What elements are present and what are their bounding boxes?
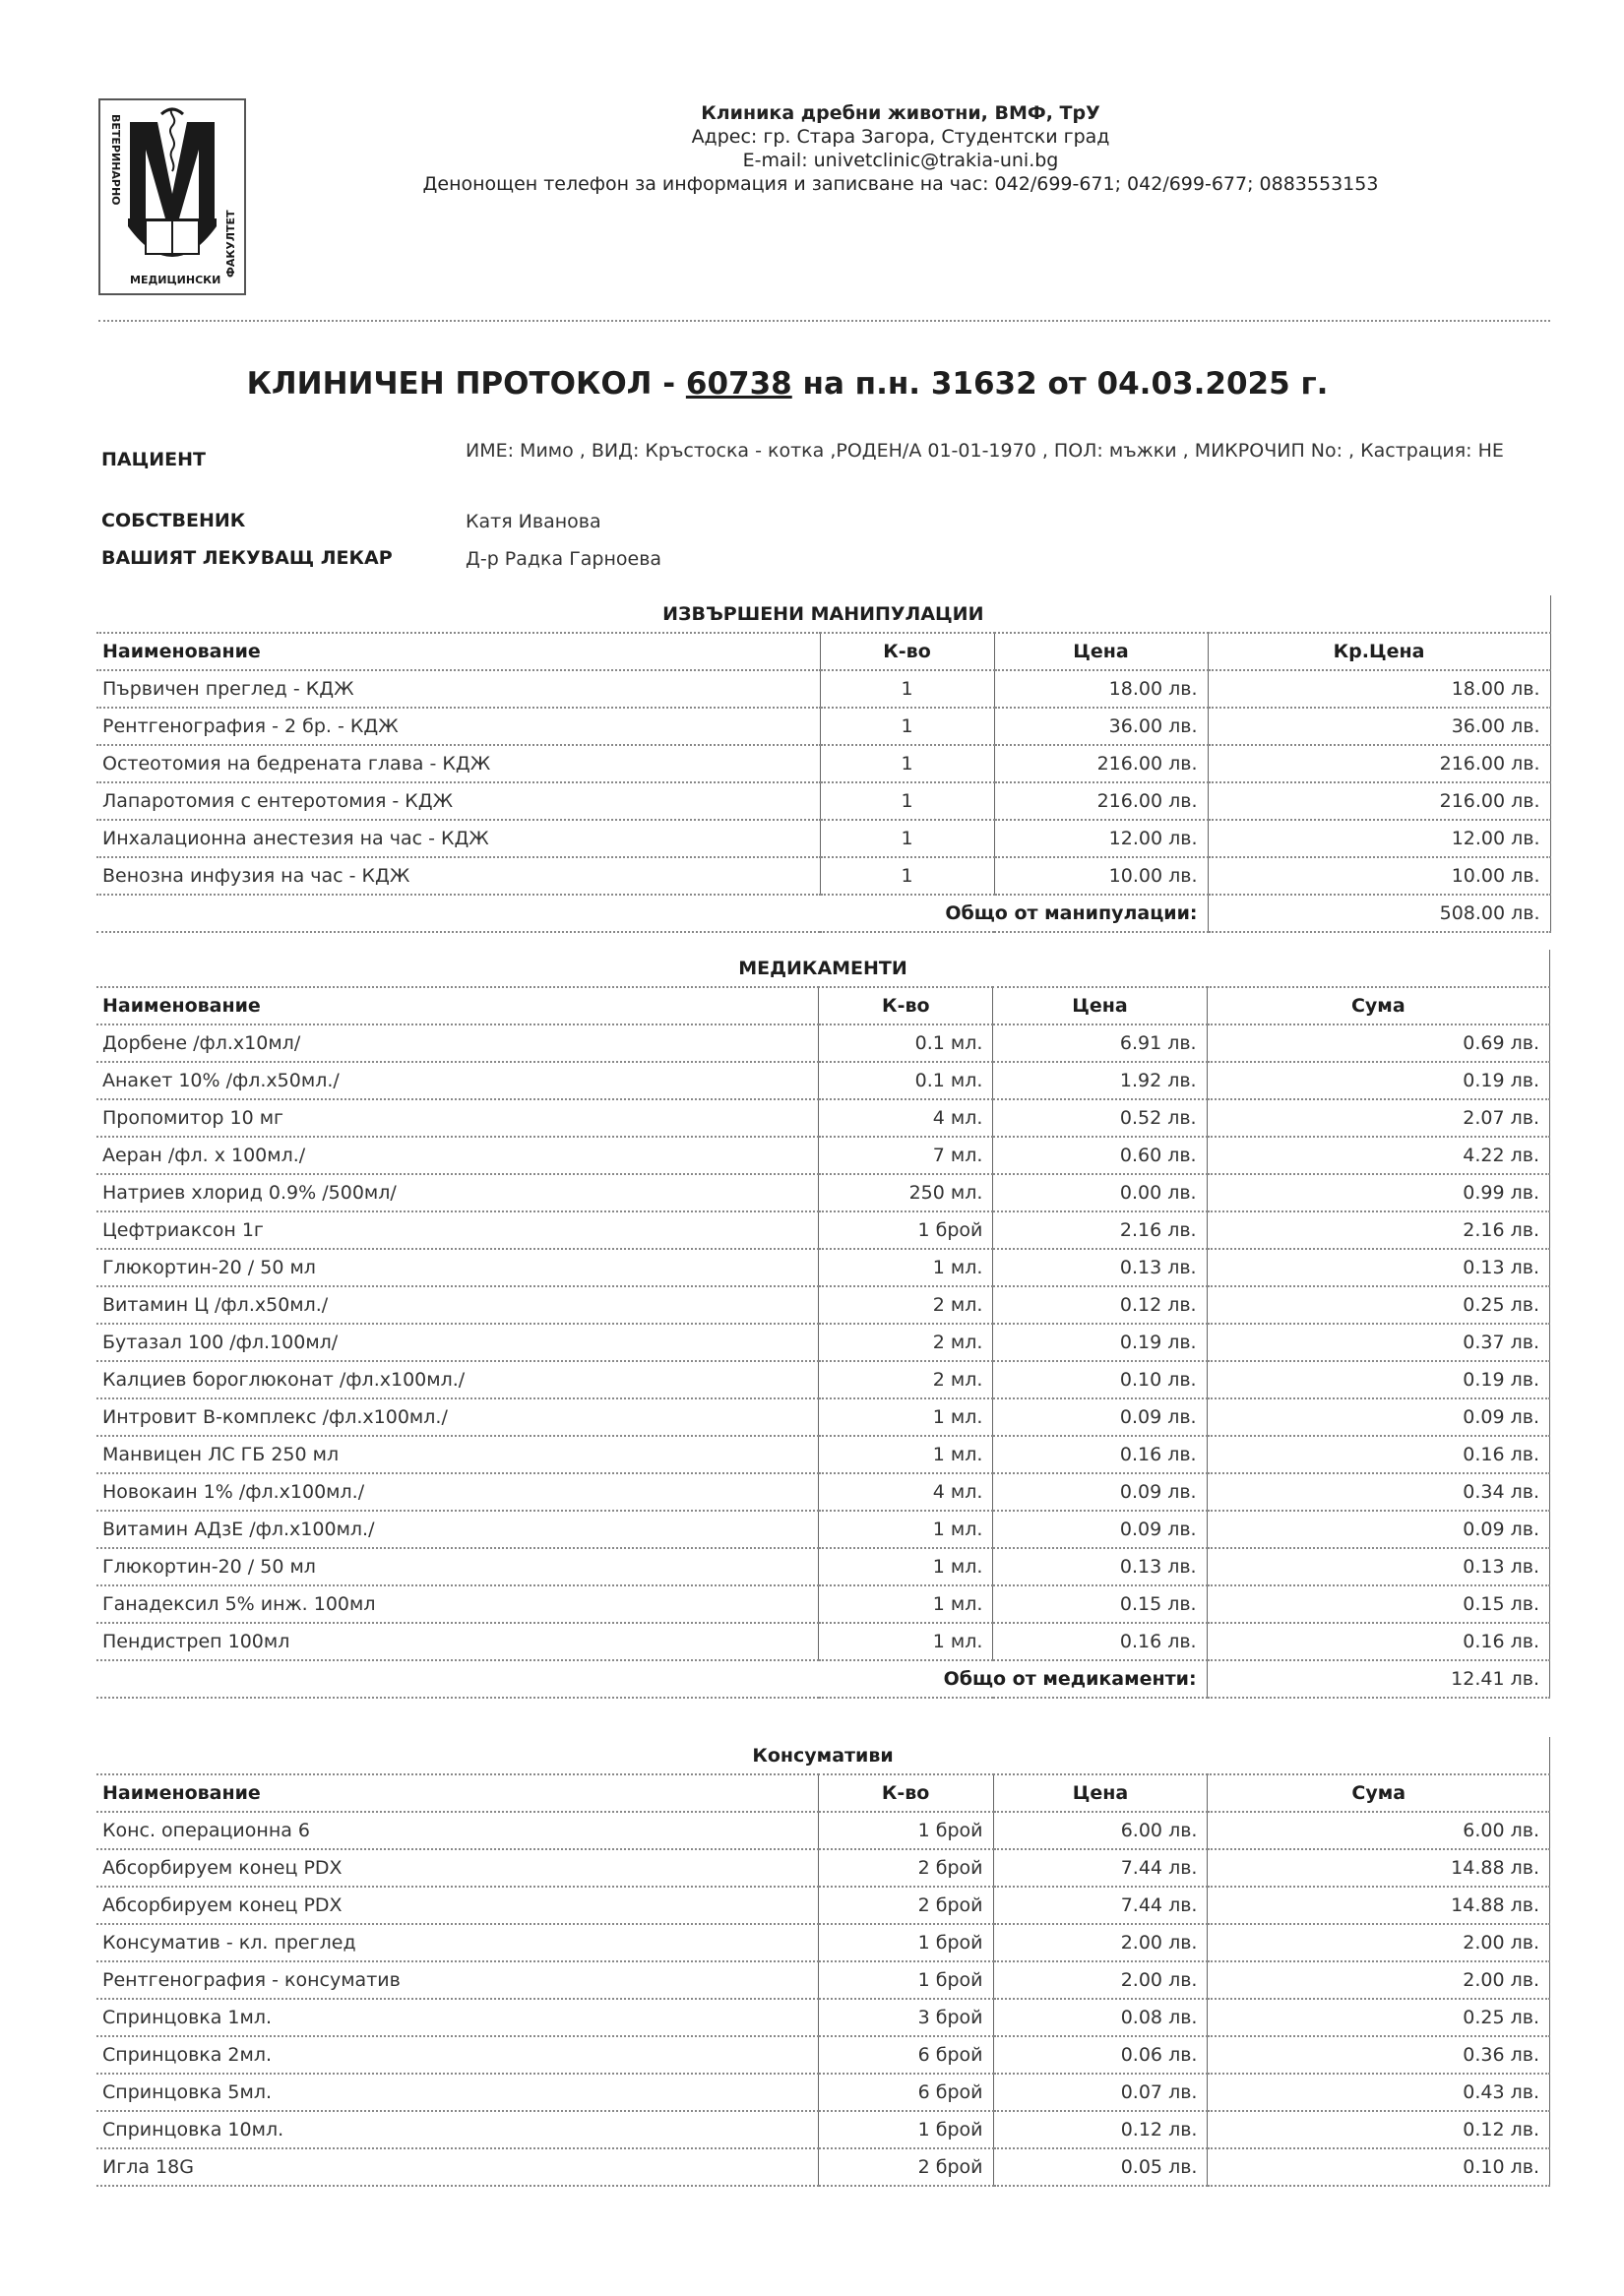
item-qty: 1 мл. [819,1436,993,1473]
header-divider [98,320,1550,322]
item-total: 6.00 лв. [1208,1812,1550,1849]
item-price: 216.00 лв. [994,782,1208,820]
col-header-price: Цена [993,987,1207,1024]
manipulations-table [96,595,1551,933]
item-price: 0.16 лв. [993,1436,1207,1473]
item-qty: 2 брой [818,2148,993,2186]
col-header-total: Сума [1208,1774,1550,1812]
col-header-name: Наименование [96,1774,818,1812]
item-total: 36.00 лв. [1208,708,1550,745]
table-row [96,1473,1550,1511]
item-total: 0.13 лв. [1207,1249,1549,1286]
item-qty: 6 брой [818,2036,993,2074]
item-price: 0.09 лв. [993,1398,1207,1436]
table-row [96,1623,1550,1660]
item-price: 0.15 лв. [993,1585,1207,1623]
doctor-value: Д-р Радка Гарноева [466,548,662,570]
table-row [96,1249,1550,1286]
col-header-total: Кр.Цена [1208,633,1550,670]
clinic-name: Клиника дребни животни, ВМФ, ТрУ [701,102,1100,124]
table-row [96,1548,1550,1585]
item-price: 2.00 лв. [993,1924,1208,1961]
item-total: 0.09 лв. [1207,1398,1549,1436]
page-title [98,366,1476,402]
title-prefix: КЛИНИЧЕН ПРОТОКОЛ - [246,366,686,402]
item-price: 0.09 лв. [993,1473,1207,1511]
svg-text:ФАКУЛТЕТ: ФАКУЛТЕТ [224,210,237,278]
item-total: 0.16 лв. [1207,1623,1549,1660]
item-price: 0.08 лв. [993,1999,1208,2036]
item-name: Ганадексил 5% инж. 100мл [96,1585,819,1623]
item-qty: 250 мл. [819,1174,993,1211]
item-qty: 1 мл. [819,1548,993,1585]
item-qty: 1 [820,857,994,895]
item-name: Анакет 10% /фл.х50мл./ [96,1062,819,1099]
table-row [96,2148,1550,2186]
doctor-label: ВАШИЯТ ЛЕКУВАЩ ЛЕКАР [101,547,393,569]
table-row [96,857,1550,895]
item-total: 12.00 лв. [1208,820,1550,857]
col-header-name: Наименование [96,987,819,1024]
item-price: 7.44 лв. [993,1887,1208,1924]
item-name: Конс. операционна 6 [96,1812,818,1849]
item-price: 6.91 лв. [993,1024,1207,1062]
table-row [96,745,1550,782]
col-header-qty: К-во [819,987,993,1024]
item-name: Манвицен ЛС ГБ 250 мл [96,1436,819,1473]
item-price: 0.16 лв. [993,1623,1207,1660]
item-price: 1.92 лв. [993,1062,1207,1099]
table-row [96,820,1550,857]
item-name: Рентгенография - 2 бр. - КДЖ [96,708,820,745]
consumables-table [96,1737,1550,2187]
item-name: Аеран /фл. х 100мл./ [96,1137,819,1174]
item-price: 0.06 лв. [993,2036,1208,2074]
item-qty: 1 мл. [819,1249,993,1286]
table-row [96,1099,1550,1137]
col-header-qty: К-во [818,1774,993,1812]
item-name: Абсорбируем конец PDX [96,1849,818,1887]
item-total: 0.43 лв. [1208,2074,1550,2111]
item-name: Спринцовка 10мл. [96,2111,818,2148]
item-total: 216.00 лв. [1208,782,1550,820]
medications-section-title: МЕДИКАМЕНТИ [96,950,1550,987]
table-row [96,1436,1550,1473]
item-qty: 7 мл. [819,1137,993,1174]
table-row [96,782,1550,820]
table-row [96,1361,1550,1398]
item-total: 0.37 лв. [1207,1324,1549,1361]
item-name: Рентгенография - консуматив [96,1961,818,1999]
item-qty: 1 брой [819,1211,993,1249]
owner-label: СОБСТВЕНИК [101,510,246,531]
item-qty: 1 мл. [819,1511,993,1548]
item-total: 216.00 лв. [1208,745,1550,782]
item-qty: 1 [820,782,994,820]
svg-text:ВЕТЕРИНАРНО: ВЕТЕРИНАРНО [109,114,122,206]
item-name: Новокаин 1% /фл.х100мл./ [96,1473,819,1511]
item-qty: 1 брой [818,2111,993,2148]
col-header-price: Цена [994,633,1208,670]
table-row [96,1887,1550,1924]
item-name: Спринцовка 1мл. [96,1999,818,2036]
item-total: 0.69 лв. [1207,1024,1549,1062]
col-header-price: Цена [993,1774,1208,1812]
item-total: 0.12 лв. [1208,2111,1550,2148]
item-total: 10.00 лв. [1208,857,1550,895]
item-qty: 4 мл. [819,1473,993,1511]
item-name: Глюкортин-20 / 50 мл [96,1249,819,1286]
item-price: 0.05 лв. [993,2148,1208,2186]
item-name: Първичен преглед - КДЖ [96,670,820,708]
item-qty: 3 брой [818,1999,993,2036]
table-row [96,1812,1550,1849]
item-qty: 2 мл. [819,1286,993,1324]
item-total: 14.88 лв. [1208,1887,1550,1924]
item-name: Лапаротомия с ентеротомия - КДЖ [96,782,820,820]
clinic-header [394,101,1407,196]
table-row [96,1398,1550,1436]
item-qty: 1 мл. [819,1623,993,1660]
item-qty: 1 мл. [819,1398,993,1436]
table-row [96,2036,1550,2074]
item-total: 2.16 лв. [1207,1211,1549,1249]
item-qty: 1 [820,708,994,745]
owner-value: Катя Иванова [466,511,601,532]
item-price: 0.13 лв. [993,1249,1207,1286]
table-row [96,1999,1550,2036]
item-qty: 4 мл. [819,1099,993,1137]
table-row [96,1849,1550,1887]
item-name: Витамин АДзЕ /фл.х100мл./ [96,1511,819,1548]
table-row [96,670,1550,708]
item-price: 0.10 лв. [993,1361,1207,1398]
svg-text:МЕДИЦИНСКИ: МЕДИЦИНСКИ [130,274,221,286]
table-row [96,1961,1550,1999]
patient-label: ПАЦИЕНТ [101,449,206,470]
item-qty: 1 брой [818,1961,993,1999]
item-qty: 1 [820,670,994,708]
item-total: 0.19 лв. [1207,1062,1549,1099]
item-qty: 6 брой [818,2074,993,2111]
item-name: Пропомитор 10 мг [96,1099,819,1137]
item-total: 0.34 лв. [1207,1473,1549,1511]
table-row [96,2111,1550,2148]
manipulations-total-value: 508.00 лв. [1208,895,1550,932]
item-price: 0.19 лв. [993,1324,1207,1361]
faculty-logo [98,98,246,295]
item-total: 0.99 лв. [1207,1174,1549,1211]
item-price: 36.00 лв. [994,708,1208,745]
item-total: 0.15 лв. [1207,1585,1549,1623]
clinic-phone: Денонощен телефон за информация и записване на час: 042/699-671; 042/699-677; 0883553153 [422,173,1379,195]
item-price: 0.07 лв. [993,2074,1208,2111]
item-qty: 1 мл. [819,1585,993,1623]
item-total: 0.25 лв. [1207,1286,1549,1324]
item-name: Цефтриаксон 1г [96,1211,819,1249]
item-name: Бутазал 100 /фл.100мл/ [96,1324,819,1361]
title-suffix: на п.н. 31632 от 04.03.2025 г. [791,366,1329,402]
item-price: 0.12 лв. [993,2111,1208,2148]
clinic-address: Адрес: гр. Стара Загора, Студентски град [691,126,1110,148]
item-total: 2.00 лв. [1208,1924,1550,1961]
item-total: 2.00 лв. [1208,1961,1550,1999]
patient-value: ИМЕ: Мимо , ВИД: Кръстоска - котка ,РОДЕН/А 01-01-1970 , ПОЛ: мъжки , МИКРОЧИП No: , Кастрация: НЕ [466,440,1504,462]
item-price: 0.12 лв. [993,1286,1207,1324]
veterinary-faculty-logo-icon [100,100,244,293]
table-row [96,1062,1550,1099]
item-total: 14.88 лв. [1208,1849,1550,1887]
item-qty: 1 брой [818,1812,993,1849]
table-row [96,1211,1550,1249]
item-qty: 2 брой [818,1887,993,1924]
col-header-name: Наименование [96,633,820,670]
item-name: Натриев хлорид 0.9% /500мл/ [96,1174,819,1211]
item-qty: 2 мл. [819,1324,993,1361]
item-name: Глюкортин-20 / 50 мл [96,1548,819,1585]
consumables-section-title: Консумативи [96,1737,1550,1774]
item-total: 18.00 лв. [1208,670,1550,708]
item-total: 2.07 лв. [1207,1099,1549,1137]
table-row [96,1585,1550,1623]
item-qty: 0.1 мл. [819,1062,993,1099]
medications-table [96,950,1550,1699]
col-header-total: Сума [1207,987,1549,1024]
item-name: Венозна инфузия на час - КДЖ [96,857,820,895]
item-qty: 1 брой [818,1924,993,1961]
item-qty: 0.1 мл. [819,1024,993,1062]
table-row [96,1137,1550,1174]
item-total: 0.36 лв. [1208,2036,1550,2074]
item-name: Калциев бороглюконат /фл.х100мл./ [96,1361,819,1398]
table-row [96,2074,1550,2111]
item-price: 0.52 лв. [993,1099,1207,1137]
item-name: Остеотомия на бедрената глава - КДЖ [96,745,820,782]
table-row [96,1324,1550,1361]
table-row [96,1024,1550,1062]
table-row [96,1286,1550,1324]
item-price: 18.00 лв. [994,670,1208,708]
item-price: 216.00 лв. [994,745,1208,782]
item-total: 0.10 лв. [1208,2148,1550,2186]
item-qty: 1 [820,745,994,782]
item-price: 2.16 лв. [993,1211,1207,1249]
item-name: Консуматив - кл. преглед [96,1924,818,1961]
item-total: 0.09 лв. [1207,1511,1549,1548]
table-row [96,708,1550,745]
col-header-qty: К-во [820,633,994,670]
item-name: Игла 18G [96,2148,818,2186]
item-total: 0.19 лв. [1207,1361,1549,1398]
item-price: 0.60 лв. [993,1137,1207,1174]
item-price: 0.13 лв. [993,1548,1207,1585]
medications-total-label: Общо от медикаменти: [96,1660,1207,1698]
item-total: 0.16 лв. [1207,1436,1549,1473]
item-price: 0.09 лв. [993,1511,1207,1548]
table-row [96,1511,1550,1548]
item-name: Пендистреп 100мл [96,1623,819,1660]
item-name: Интровит В-комплекс /фл.х100мл./ [96,1398,819,1436]
item-price: 10.00 лв. [994,857,1208,895]
item-qty: 1 [820,820,994,857]
manipulations-section-title: ИЗВЪРШЕНИ МАНИПУЛАЦИИ [96,595,1550,633]
item-name: Спринцовка 5мл. [96,2074,818,2111]
table-row [96,1924,1550,1961]
item-name: Абсорбируем конец PDX [96,1887,818,1924]
item-price: 0.00 лв. [993,1174,1207,1211]
item-total: 4.22 лв. [1207,1137,1549,1174]
item-name: Инхалационна анестезия на час - КДЖ [96,820,820,857]
manipulations-total-label: Общо от манипулации: [96,895,1208,932]
item-price: 7.44 лв. [993,1849,1208,1887]
item-qty: 2 мл. [819,1361,993,1398]
item-total: 0.13 лв. [1207,1548,1549,1585]
item-price: 2.00 лв. [993,1961,1208,1999]
protocol-number: 60738 [685,366,792,402]
table-row [96,1174,1550,1211]
item-total: 0.25 лв. [1208,1999,1550,2036]
medications-total-value: 12.41 лв. [1207,1660,1549,1698]
item-price: 12.00 лв. [994,820,1208,857]
item-price: 6.00 лв. [993,1812,1208,1849]
item-name: Витамин Ц /фл.х50мл./ [96,1286,819,1324]
item-name: Спринцовка 2мл. [96,2036,818,2074]
item-name: Дорбене /фл.х10мл/ [96,1024,819,1062]
item-qty: 2 брой [818,1849,993,1887]
clinic-email: E-mail: univetclinic@trakia-uni.bg [742,150,1059,171]
